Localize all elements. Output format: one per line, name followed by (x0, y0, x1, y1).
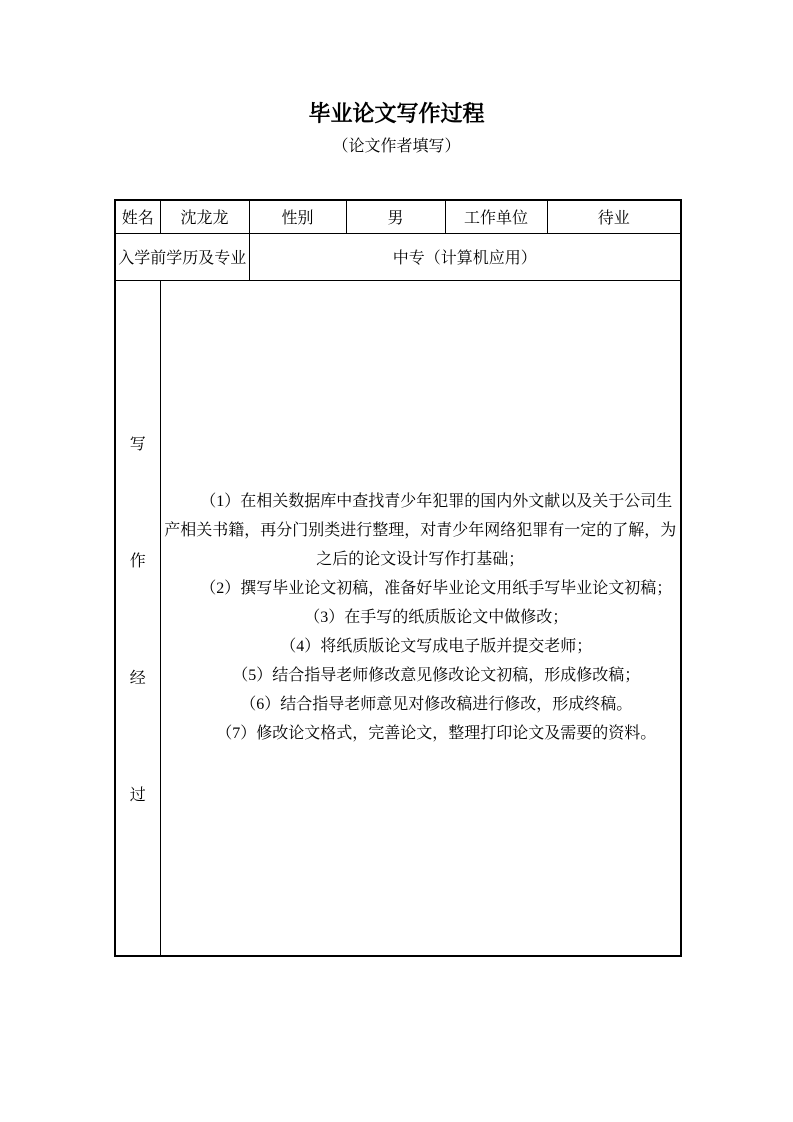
work-unit-value-cell: 待业 (547, 200, 681, 233)
process-step: （5）结合指导老师修改意见修改论文初稿，形成修改稿； (232, 667, 641, 684)
process-step: （7）修改论文格式，完善论文，整理打印论文及需要的资料。 (216, 725, 657, 742)
vertical-label-char: 作 (129, 552, 146, 570)
process-step: （4）将纸质版论文写成电子版并提交老师； (280, 638, 593, 655)
process-label-cell (115, 280, 160, 956)
vertical-label (116, 281, 160, 955)
process-step: （3）在手写的纸质版论文中做修改； (304, 609, 569, 626)
page-title: 毕业论文写作过程 (308, 101, 485, 126)
vertical-label-char: 经 (129, 669, 146, 687)
info-row (115, 200, 681, 233)
process-step: （1）在相关数据库中查找青少年犯罪的国内外文献以及关于公司生产相关书籍，再分门别类进行整理，对青少年网络犯罪有一定的了解，为之后的论文设计写作打基础； (164, 493, 677, 568)
gender-label-cell: 性别 (249, 200, 346, 233)
page-subtitle: （论文作者填写） (332, 138, 461, 155)
education-value-cell: 中专（计算机应用） (249, 233, 681, 280)
vertical-label-char: 写 (129, 435, 146, 453)
process-step: （6）结合指导老师意见对修改稿进行修改，形成终稿。 (240, 696, 633, 713)
thesis-process-table (114, 199, 682, 957)
process-content-cell (160, 280, 681, 956)
name-value-cell: 沈龙龙 (160, 200, 249, 233)
education-label-cell: 入学前学历及专业 (115, 233, 249, 280)
vertical-label-char: 过 (129, 786, 146, 804)
process-row (115, 280, 681, 956)
work-unit-label-cell: 工作单位 (445, 200, 547, 233)
gender-value-cell: 男 (346, 200, 445, 233)
process-step: （2）撰写毕业论文初稿，准备好毕业论文用纸手写毕业论文初稿； (200, 580, 673, 597)
name-label-cell: 姓名 (115, 200, 160, 233)
education-row (115, 233, 681, 280)
